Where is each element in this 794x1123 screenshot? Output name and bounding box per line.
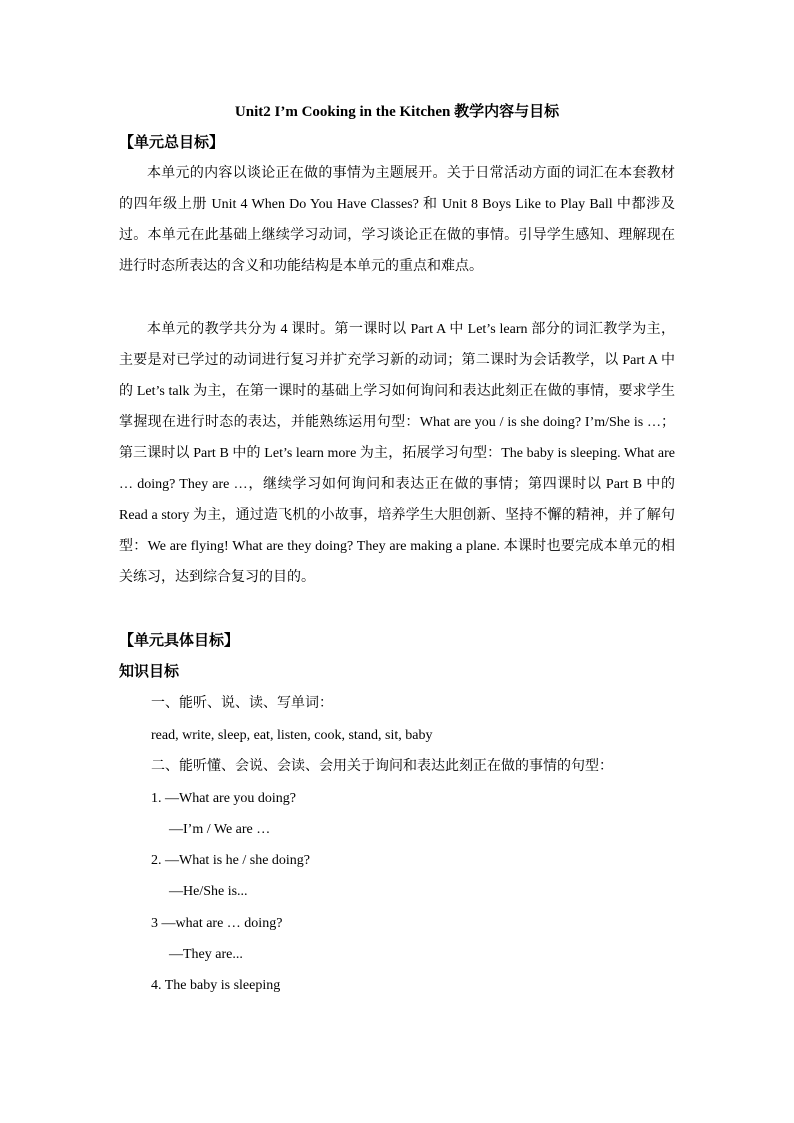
item-1-word-list: read, write, sleep, eat, listen, cook, stand, sit, baby (151, 728, 433, 743)
item-1-label: 一、能听、说、读、写单词： (151, 696, 333, 711)
item-2-label: 二、能听懂、会说、会读、会用关于询问和表达此刻正在做的事情的句型： (151, 759, 613, 774)
sentence-line-2: —I’m / We are … (169, 822, 271, 837)
sentence-line-6: —They are... (169, 947, 243, 962)
sentence-line-7: 4. The baby is sleeping (151, 978, 281, 993)
document-title: Unit2 I’m Cooking in the Kitchen 教学内容与目标 (234, 104, 560, 120)
sentence-line-4: —He/She is... (169, 884, 248, 899)
sentence-line-5: 3 —what are … doing? (151, 916, 283, 931)
sentence-line-1: 1. —What are you doing? (151, 791, 297, 806)
sentence-line-3: 2. —What is he / she doing? (151, 853, 311, 868)
section-heading-specific-goals: 【单元具体目标】 (119, 633, 240, 649)
knowledge-goals-heading: 知识目标 (119, 664, 180, 680)
overall-goals-paragraph-1: 本单元的内容以谈论正在做的事情为主题展开。关于日常活动方面的词汇在本套教材的四年级上册 Unit 4 When Do You Have Classes? 和 Unit 8 Boys Like to Play Ball 中都涉及过。本单元在此基础上继续学习动词，学习谈论正在做的事情。引导学生感知、理解现在进行时态所表达的含义和功能结构是本单元的重点和难点。 (119, 166, 675, 274)
overall-goals-paragraph-2: 本单元的教学共分为 4 课时。第一课时以 Part A 中 Let’s learn 部分的词汇教学为主，主要是对已学过的动词进行复习并扩充学习新的动词；第二课时为会话教学，以 Part A 中的 Let’s talk 为主，在第一课时的基础上学习如何询问和表达此刻正在做的事情，要求学生掌握现在进行时态的表达，并能熟练运用句型：What are you / is she doing? I’m/She is …；第三课时以 Part B 中的 Let’s learn more 为主，拓展学习句型：The baby is sleeping. What are … doing? They are …，继续学习如何询问和表达正在做的事情；第四课时以 Part B 中的 Read a story 为主，通过造飞机的小故事，培养学生大胆创新、坚持不懈的精神，并了解句型：We are flying! What are they doing? They are making a plane. 本课时也要完成本单元的相关练习，达到综合复习的目的。 (119, 322, 675, 585)
section-heading-overall-goals: 【单元总目标】 (119, 135, 225, 151)
